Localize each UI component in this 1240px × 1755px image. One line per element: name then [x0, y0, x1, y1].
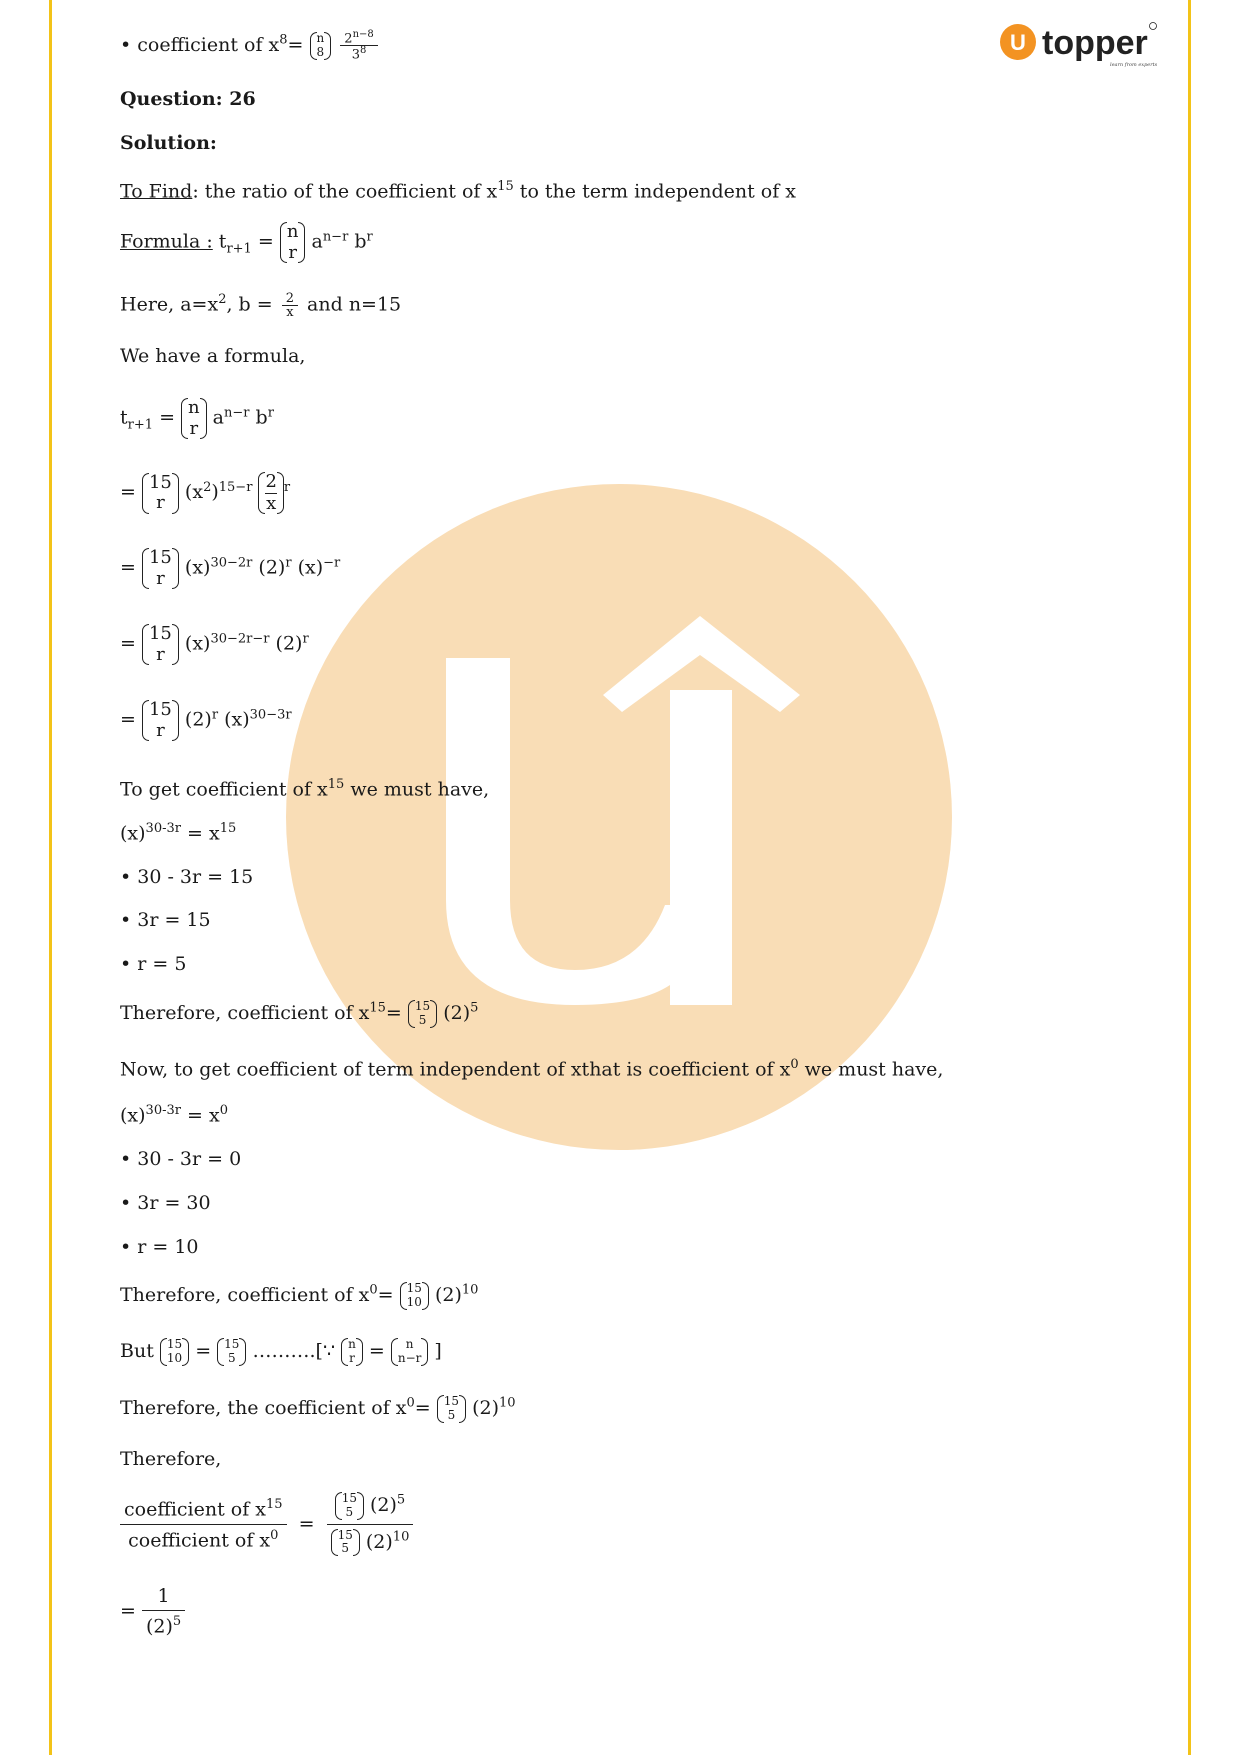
binomial: 15 r: [142, 473, 179, 514]
coefficient-x15-intro: To get coefficient of $x^{15}$ we must have,: [120, 777, 490, 801]
binomial-identity-line: But 15 10 = 15 5 ……….[∵ n r = n n−r ]: [120, 1337, 442, 1365]
page-border-left: [49, 0, 52, 1755]
binomial: 15 r: [142, 548, 179, 589]
coefficient-x0-final: Therefore, the coefficient of $x^0=$ 15 5 $(2)^{10}$: [120, 1394, 516, 1422]
fraction: $\frac{2}{x}$: [282, 292, 298, 319]
formula-restated: $t_{r+1}$ = n r $a^{n-r}$ $b^r$: [120, 397, 274, 439]
to-find-line: To Find: the ratio of the coefficient of $x^{15}$ to the term independent of x: [120, 179, 797, 203]
binomial: 15 5: [437, 1395, 466, 1423]
binomial: 15 10: [400, 1282, 429, 1310]
step-3: = 15 r $(x)^{30-2r-r}$ $(2)^r$: [120, 623, 309, 665]
ratio-equation: $\frac{coefficient of x^{15}}{coefficient of x^0}$ = 15 5 $(2)^5$ 15 5 $(2)^{10}$: [120, 1490, 413, 1558]
therefore-line: Therefore,: [120, 1448, 222, 1470]
step-4: = 15 r $(2)^r$ $(x)^{30-3r}$: [120, 699, 292, 741]
step-1: = 15 r $(x^2)^{15-r}$ $\frac{2}{x}$ $^r$: [120, 471, 291, 514]
logo-tagline: learn from experts: [1110, 62, 1158, 68]
binomial: n r: [280, 222, 306, 263]
bullet-step: • 30 - 3r = 0: [120, 1148, 242, 1170]
solution-heading: Solution:: [120, 132, 217, 154]
page-border-right: [1188, 0, 1191, 1755]
binomial: n n−r: [391, 1338, 429, 1366]
step-2: = 15 r $(x)^{30-2r}$ $(2)^r$ $(x)^{-r}$: [120, 547, 341, 589]
binomial: n r: [181, 398, 207, 439]
bullet-step: • 3r = 30: [120, 1192, 211, 1214]
question-heading: Question: 26: [120, 88, 256, 110]
binomial: 15 r: [142, 624, 179, 665]
binomial: 15 5: [408, 1000, 437, 1028]
logo-wordmark: topper: [1042, 24, 1148, 62]
fraction: $\frac{2^{n-8}}{3^8}$: [340, 30, 377, 62]
binomial: 15 5: [331, 1529, 360, 1557]
coefficient-x15-result: Therefore, coefficient of $x^{15}=$ 15 5 $(2)^5$: [120, 999, 479, 1027]
here-line: Here, $a=x^2$, b = $\frac{2}{x}$ and n=15: [120, 291, 402, 320]
ratio-right-fraction: 15 5 $(2)^5$ 15 5 $(2)^{10}$: [327, 1490, 414, 1558]
formula-line: Formula : $t_{r+1}$ = n r $a^{n-r}$ $b^r$: [120, 221, 373, 263]
we-have-line: We have a formula,: [120, 345, 306, 367]
topper-logo: [1000, 20, 1165, 70]
svg-text:U: U: [1010, 30, 1026, 55]
line-coefficient-x8: • coefficient of $x^8=$ n 8 $\frac{2^{n-8}}{3^8}$: [120, 30, 381, 62]
binomial: 15 5: [217, 1338, 246, 1366]
binomial: n r: [341, 1338, 363, 1366]
bullet-step: • r = 5: [120, 953, 187, 975]
equation-x0: $(x)^{30-3r} = x^0$: [120, 1103, 228, 1127]
bullet-step: • 30 - 3r = 15: [120, 866, 254, 888]
binomial: 15 10: [160, 1338, 189, 1366]
coefficient-x0-intro: Now, to get coefficient of term independent of xthat is coefficient of $x^0$ we must have,: [120, 1057, 944, 1081]
bullet-step: • 3r = 15: [120, 909, 211, 931]
coefficient-x0-result: Therefore, coefficient of $x^0=$ 15 10 $(2)^{10}$: [120, 1281, 479, 1309]
binomial: n 8: [310, 32, 332, 60]
equation-x15: $(x)^{30-3r} = x^{15}$: [120, 821, 237, 845]
binomial: 15 r: [142, 700, 179, 741]
bullet-step: • r = 10: [120, 1236, 199, 1258]
final-answer: = $\frac{1}{(2)^5}$: [120, 1585, 185, 1638]
paren-fraction: $\frac{2}{x}$: [258, 472, 283, 514]
binomial: 15 5: [335, 1492, 364, 1520]
ratio-left-fraction: $\frac{coefficient of x^{15}}{coefficient of x^0}$: [120, 1496, 287, 1552]
answer-fraction: $\frac{1}{(2)^5}$: [142, 1585, 185, 1638]
